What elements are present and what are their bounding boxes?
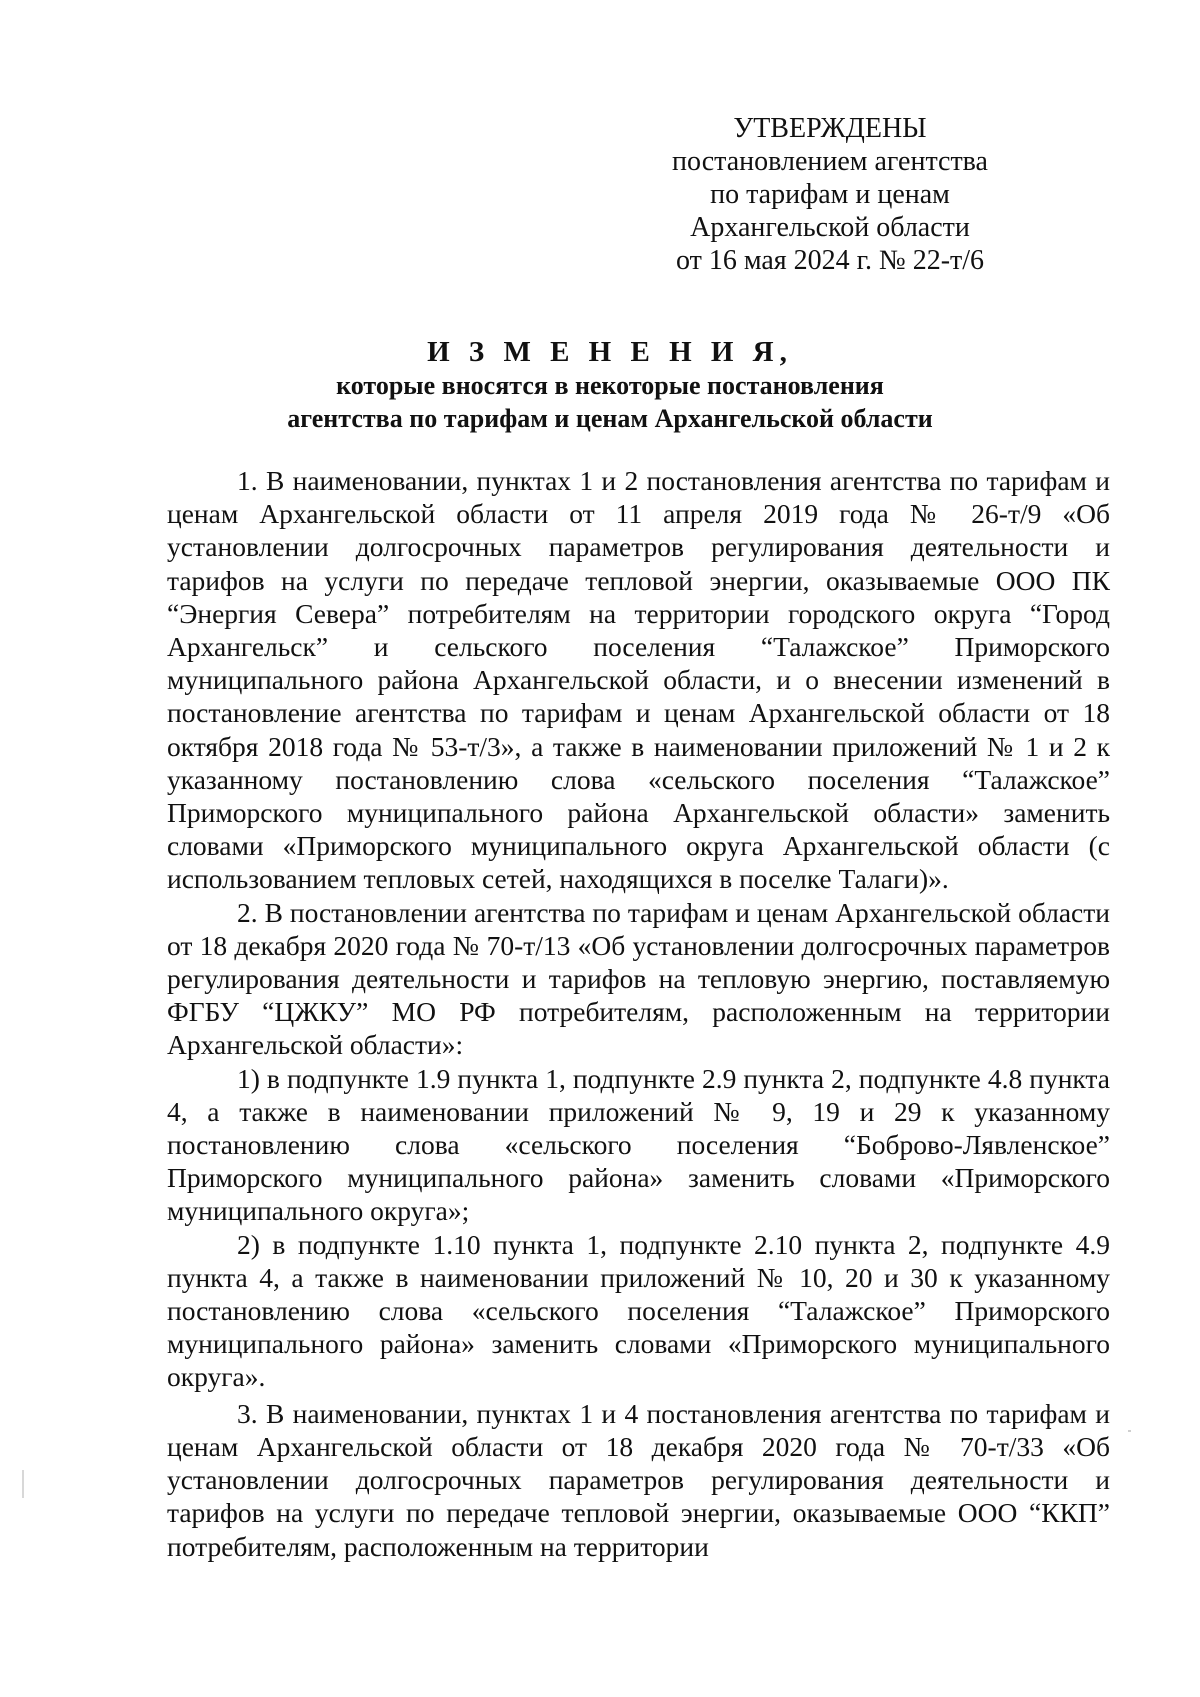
paragraph: 1. В наименовании, пунктах 1 и 2 постановления агентства по тарифам и ценам Архангельской области от 11 апреля 2019 года № 26-т/9 «Об установлении долгосрочных параметров регулирования деятельности и тарифов на услуги по передаче тепловой энергии, оказываемые ООО ПК “Энергия Севера” потребителям на территории городского округа “Город Архангельск” и сельского поселения “Талажское” Приморского муниципального района Архангельской области, и о внесении изменений в постановление агентства по тарифам и ценам Архангельской области от 18 октября 2018 года № 53-т/3», а также в наименовании приложений № 1 и 2 к указанному постановлению слова «сельского поселения “Талажское” Приморского муниципального района Архангельской области» заменить словами «Приморского муниципального округа Архангельской области (с использованием тепловых сетей, находящихся в поселке Талаги)». [167,465,1110,895]
paragraph: 1) в подпункте 1.9 пункта 1, подпункте 2.9 пункта 2, подпункте 4.8 пункта 4, а также в наименовании приложений № 9, 19 и 29 к указанному постановлению слова «сельского поселения “Боброво-Лявленское” Приморского муниципального района» заменить словами «Приморского муниципального округа»; [167,1062,1110,1227]
approval-date: от 16 мая 2024 г. № 22-т/6 [675,245,985,276]
approval-line: Архангельской области [690,212,970,243]
scan-artifact [1128,1430,1131,1432]
paragraph: 3. В наименовании, пунктах 1 и 4 постановления агентства по тарифам и ценам Архангельской области от 18 декабря 2020 года № 70-т/33 «Об установлении долгосрочных параметров регулирования деятельности и тарифов на услуги по передаче тепловой энергии, оказываемые ООО “ККП” потребителям, расположенным на территории [167,1397,1110,1562]
document-subtitle: агентства по тарифам и ценам Архангельской области [287,404,933,433]
document-heading [160,335,1060,435]
document-subtitle: которые вносятся в некоторые постановления [336,371,884,400]
paragraph: 2) в подпункте 1.10 пункта 1, подпункте 2.10 пункта 2, подпункте 4.9 пункта 4, а также в наименовании приложений № 10, 20 и 30 к указанному постановлению слова «сельского поселения “Талажское” Приморского муниципального района» заменить словами «Приморского муниципального округа». [167,1228,1110,1393]
approval-stamp [600,112,1060,277]
approval-title: УТВЕРЖДЕНЫ [733,113,927,144]
scan-artifact [22,1470,24,1498]
document-title: И З М Е Н Е Н И Я, [427,336,793,368]
approval-line: по тарифам и ценам [710,179,950,210]
paragraph: 2. В постановлении агентства по тарифам и ценам Архангельской области от 18 декабря 2020 года № 70-т/13 «Об установлении долгосрочных параметров регулирования деятельности и тарифов на тепловую энергию, поставляемую ФГБУ “ЦЖКУ” МО РФ потребителям, расположенным на территории Архангельской области»: [167,896,1110,1061]
approval-line: постановлением агентства [672,146,988,177]
document-body [167,464,1110,1563]
